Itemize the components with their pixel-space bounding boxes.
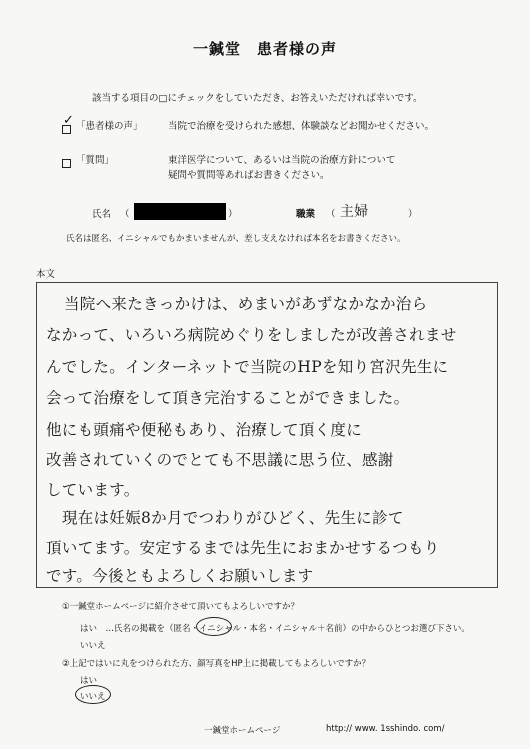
- footer-label: 一鍼堂ホームページ: [204, 726, 281, 736]
- checkbox-patient-voice[interactable]: [62, 113, 74, 138]
- initial-choice-circle: [196, 617, 232, 636]
- occupation-open-paren: （: [326, 209, 336, 220]
- body-label: 本文: [36, 269, 56, 280]
- name-note: 氏名は匿名、イニシャルでもかまいませんが、差し支えなければ本名をお書きください。: [66, 234, 406, 244]
- body-line-8: 現在は妊娠8か月でつわりがひどく、先生に診て: [62, 509, 404, 527]
- option-question-description-2: 疑問や質問等あればお書きください。: [168, 170, 330, 181]
- option-question-description-1: 東洋医学について、あるいは当院の治療方針について: [168, 155, 396, 166]
- body-line-9: 頂いてます。安定するまでは先生におまかせするつもり: [46, 539, 440, 557]
- question-2-text: ②上記ではいに丸をつけられた方、顔写真をHP上に掲載してもよろしいですか？: [62, 659, 371, 669]
- name-label: 氏名: [92, 209, 112, 220]
- question-1-yes-line: はい …氏名の掲載を（匿名・イニシャル・本名・イニシャル＋名前）の中からひとつお選び下さい。: [80, 624, 470, 634]
- checkbox-question[interactable]: [62, 153, 71, 172]
- body-line-10: です。今後ともよろしくお願いします: [46, 567, 314, 585]
- body-line-3: んでした。インターネットで当院のHPを知り宮沢先生に: [46, 358, 449, 376]
- name-open-paren: （: [120, 209, 130, 220]
- occupation-label: 職業: [296, 209, 316, 220]
- option-patient-voice-label: 「患者様の声」: [76, 121, 143, 132]
- body-line-5: 他にも頭痛や便秘もあり、治療して頂く度に: [46, 421, 363, 439]
- question-2-no[interactable]: いいえ: [80, 692, 106, 702]
- no-choice-circle: [75, 685, 111, 704]
- question-1-text: ①一鍼堂ホームページに紹介させて頂いてもよろしいですか？: [62, 602, 299, 612]
- body-line-4: 会って治療をして頂き完治することができました。: [46, 389, 410, 407]
- option-patient-voice-description: 当院で治療を受けられた感想、体験談などお聞かせください。: [168, 121, 435, 132]
- redacted-name: [134, 203, 226, 220]
- body-line-7: しています。: [46, 481, 140, 499]
- question-1-no[interactable]: いいえ: [80, 641, 106, 651]
- occupation-value: 主婦: [340, 204, 369, 220]
- question-2-yes[interactable]: はい: [80, 676, 98, 686]
- option-question-label: 「質問」: [76, 155, 115, 166]
- name-close-paren: ）: [228, 209, 238, 220]
- body-line-1: 当院へ来たきっかけは、めまいがあずなかなか治ら: [64, 295, 428, 313]
- instruction-text: 該当する項目の□にチェックをしていただき、お答えいただければ幸いです。: [92, 93, 423, 104]
- footer-url[interactable]: http:// www. 1sshindo. com/: [326, 724, 445, 734]
- body-line-2: なかって、いろいろ病院めぐりをしましたが改善されませ: [46, 326, 457, 344]
- check-mark-icon: ✓: [63, 113, 74, 128]
- body-line-6: 改善されていくのでとても不思議に思う位、感謝: [46, 451, 394, 469]
- page-title: 一鍼堂 患者様の声: [192, 40, 337, 58]
- occupation-close-paren: ）: [408, 209, 418, 220]
